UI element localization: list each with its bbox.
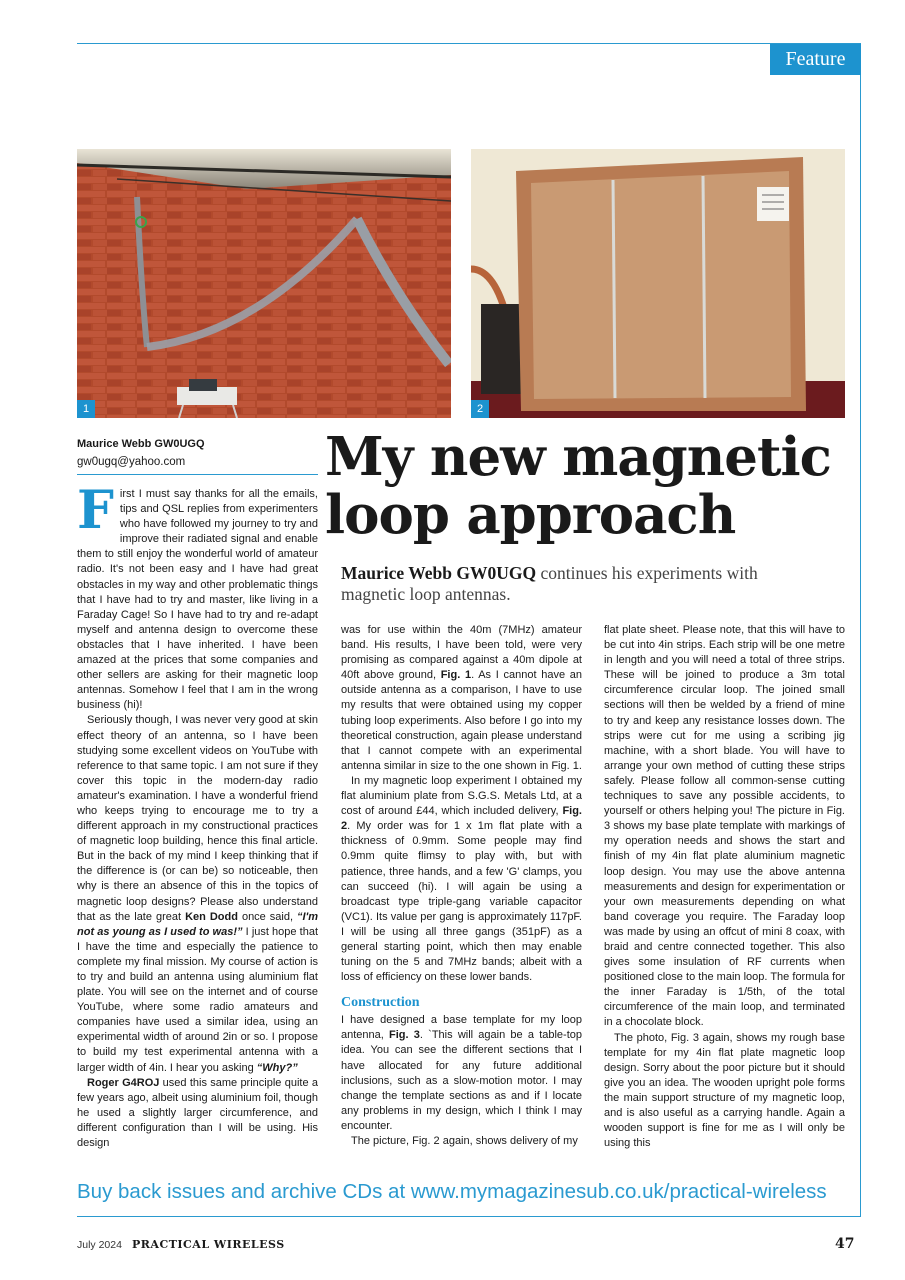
paragraph-text: I have designed a base template for my loop antenna, (341, 1014, 582, 1042)
right-rule (860, 43, 861, 1216)
column-1 (77, 480, 319, 1151)
subheading-construction: Construction (341, 995, 420, 1011)
paragraph-text: . As I cannot have an outside antenna as a comparison, I have to use my results that were obtained using my copper tubing loop experiments. Also before I go into my theoretical construction, again please understand that I cannot compete with an experimental antenna similar in size to the one shown in Fig. 1. (341, 669, 582, 772)
issue-date: July 2024 (77, 1239, 122, 1251)
magazine-name: PRACTICAL WIRELESS (132, 1238, 285, 1251)
paragraph: flat plate sheet. Please note, that this will have to be cut into 4in strips. Each strip will be one metre in length and you will need a total of three strips. These will be joined to produce a 3m total circumference circular loop. The joined small sections will then be welded by a friend of mine to try and keep any resistance losses down. The strips were cut for me using a scribing jig machine, with a short blade. You will have to arrange your own method of cutting these strips safely. Please follow all common-sense cutting techniques to save any possible accidents, to yourself or others helping you! The picture in Fig. 3 shows my base plate template with markings of my operation needs and shows the start and finish of my 4in flat plate aluminium magnetic loop design. You may use the above antenna measurements and design for experimentation or your own measurements depending on what band coverage you require. The Faraday loop was made by using an offcut of mini 8 coax, with braid and centre connected together. This also gives some insulation of RF currents when positioned close to the main loop. The formula for the inner Faraday is 1/5th, of the total circumference of the main loop, and terminated in a chocolate block. (604, 624, 845, 1029)
paragraph-text: was for use within the 40m (7MHz) amateur band. His results, I have been told, were very promising as compared against a 40m dipole at 40ft above ground, (341, 624, 582, 682)
drop-cap: F (77, 480, 114, 541)
standfirst (341, 563, 811, 605)
name-bold: Roger G4ROJ (87, 1076, 160, 1089)
quote-italic: “Why?” (256, 1061, 298, 1074)
page-number: 47 (835, 1236, 855, 1252)
paragraph-text: . `This will again be a table-top idea. You can see the different sections that I have allocated for any future additional inclusions, such as a slow-motion motor. I may change the template sections as and if I locate any problems in my design, which I think I may encounter. (341, 1029, 582, 1132)
figure-2-photo (471, 149, 845, 418)
column-2 (341, 623, 582, 1149)
paragraph-text: I just hope that I have the time and especially the patience to complete my final mission. My course of action is to try and build an antenna using aluminium flat plate. You will see on the internet and of course YouTube, where some radio amateurs and companies have used a similar idea, using an experimental width of around 2in or so. I propose to build my test experimental antenna with a larger width of 4in. I hear you asking (77, 925, 319, 1074)
aluminium-plate-image (471, 149, 845, 418)
top-rule (77, 43, 861, 44)
paragraph-text: Seriously though, I was never very good at skin effect theory of an antenna, so I have been studying some excellent videos on YouTube with reference to that same topic. I am not sure if they cover this topic in the modern-day radio amateur's examination. I have a wonderful friend who keeps trying to encourage me to try a different approach in my constructional practices of magnetic loop building, hence this final article. But in the back of my mind I keep thinking that if the difference is (or can be) so noticeable, then why is there an absence of this in the topics of magnetic loop designs? Please also understand that as the late great (77, 714, 318, 923)
paragraph-text: once said, (237, 910, 298, 923)
section-tab: Feature (770, 44, 861, 75)
brick-wall-loop-image (77, 149, 451, 418)
figure-number-badge: 1 (77, 400, 95, 418)
standfirst-author: Maurice Webb GW0UGQ (341, 563, 537, 583)
figure-1-photo (77, 149, 451, 418)
paragraph (341, 1013, 582, 1134)
column-3 (604, 623, 845, 1151)
paragraph-text: . My order was for 1 x 1m flat plate with a thickness of 0.9mm. Some people may find 0.9mm quite flimsy to play with, but with patience, three hands, and a few 'G' clamps, you can succeed (hi). I will again be using a broadcast type triple-gang variable capacitor (VC1). Its value per gang is approximately 117pF. I will be using all three gangs (351pF) as a general starting point, which then may enable tuning on the 5 and 7MHz bands; albeit with a loss of efficiency on these lower bands. (341, 820, 582, 984)
paragraph (341, 774, 582, 985)
paragraph (77, 480, 318, 713)
paragraph-text: In my magnetic loop experiment I obtained my flat aluminium plate from S.G.S. Metals Ltd, at a cost of around £44, which included delivery, (341, 774, 582, 818)
figure-reference: Fig. 1 (440, 669, 472, 682)
name-bold: Ken Dodd (185, 910, 238, 923)
paragraph (341, 623, 582, 774)
figure-reference: Fig. 2 (341, 805, 582, 833)
paragraph: The picture, Fig. 2 again, shows delivery of my (351, 1135, 578, 1147)
author-divider (77, 474, 318, 475)
bottom-rule (77, 1216, 861, 1217)
figure-number-badge: 2 (471, 400, 489, 418)
author-name: Maurice Webb GW0UGQ (77, 438, 205, 450)
paragraph (77, 713, 318, 1075)
paragraph: The photo, Fig. 3 again, shows my rough base template for my 4in flat plate magnetic loop design. Sorry about the poor picture but it should give you an idea. The wooden upright pole forms the main support structure of my magnetic loop, and is also useful as a carrying handle. Again a wooden support is fine for me as I will only be using this (604, 1031, 845, 1150)
paragraph (77, 1076, 318, 1151)
back-issues-promo: Buy back issues and archive CDs at www.mymagazinesub.co.uk/practical-wireless (77, 1180, 827, 1203)
figure-reference: Fig. 3 (389, 1029, 420, 1042)
paragraph-text: irst I must say thanks for all the emails, tips and QSL replies from experimenters who have followed my journey to try and improve their radiated signal and enable them to still enjoy the wonderful world of amateur radio. It's not been easy and I have had great obstacles in my way and other problematic things that I have had to try and master, like living in a Faraday Cage! So I have had to try and re-adapt myself and antenna design to overcome these obstacles that I have inherited. I have been amazed at the prices that some companies and other sellers are asking for their magnetic loop antennas. Somehow I feel that I am in the wrong business (hi)! (77, 488, 318, 712)
paragraph-text: used this same principle quite a few years ago, albeit using aluminium foil, though he used a slightly larger circumference, and different configuration than I will be using. His design (77, 1076, 318, 1150)
quote-italic: “I'm not as young as I used to was!” (77, 910, 318, 938)
article-headline: My new magnetic loop approach (325, 426, 831, 546)
standfirst-text: continues his experiments with magnetic loop antennas. (341, 563, 758, 604)
author-email: gw0ugq@yahoo.com (77, 456, 186, 468)
